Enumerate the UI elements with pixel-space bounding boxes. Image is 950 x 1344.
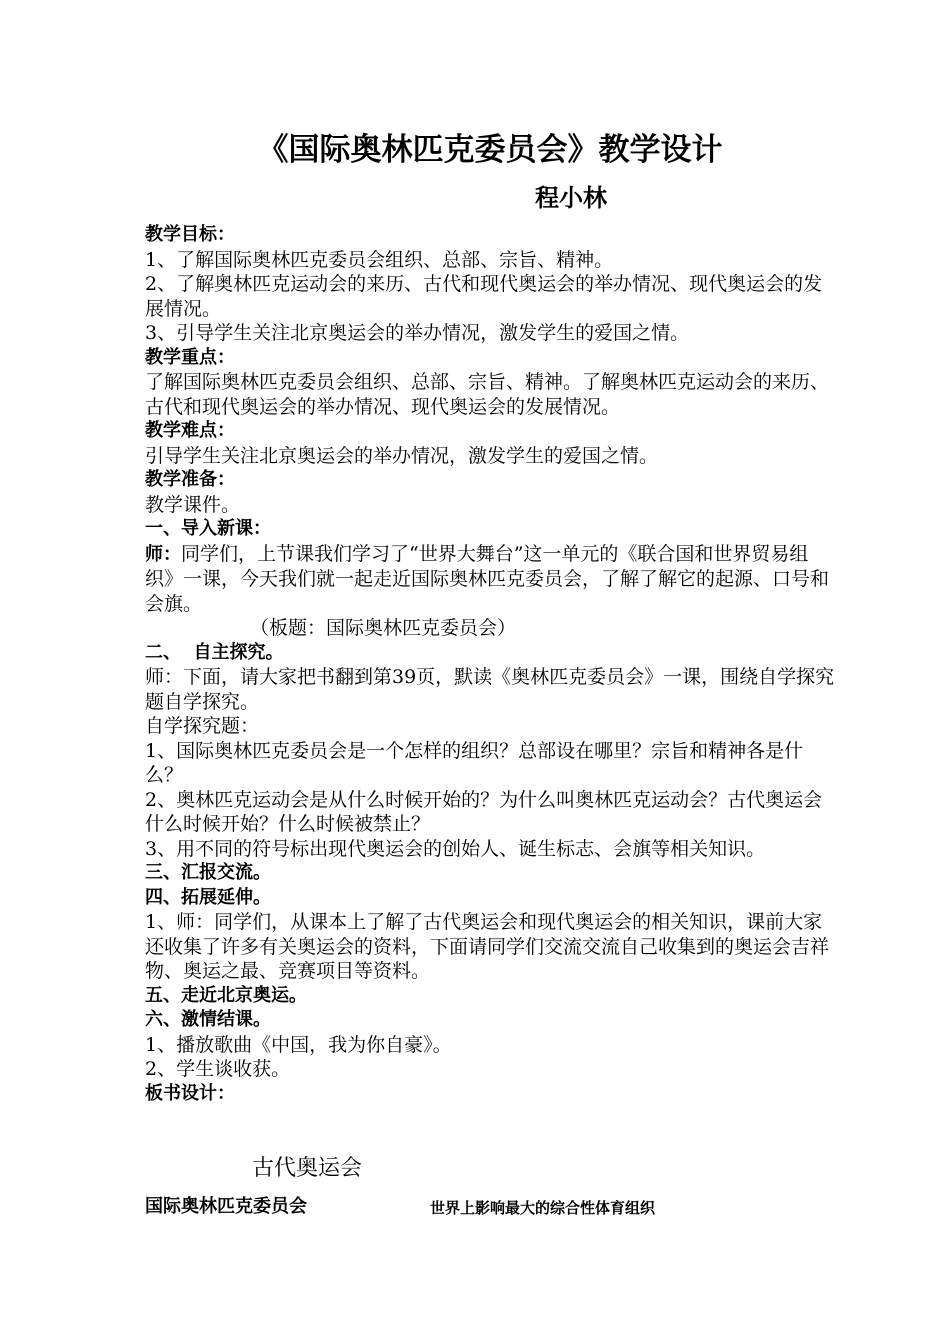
board-title-note: （板题：国际奥林匹克委员会） bbox=[250, 617, 517, 639]
section-3-heading: 三、汇报交流。 bbox=[145, 862, 271, 883]
section-2-heading: 二、 自主探究。 bbox=[145, 641, 284, 663]
section-6-heading: 六、激情结课。 bbox=[145, 1009, 271, 1030]
self-study-heading: 自学探究题： bbox=[145, 715, 260, 737]
author-name: 程小林 bbox=[535, 184, 607, 212]
board-ioc-description: 世界上影响最大的综合性体育组织 bbox=[430, 1199, 656, 1217]
question-1: 1、国际奥林匹克委员会是一个怎样的组织？总部设在哪里？宗旨和精神各是什么？ bbox=[145, 739, 804, 786]
goal-item-2: 2、了解奥林匹克运动会的来历、古代和现代奥运会的举办情况、现代奥运会的发展情况。 bbox=[145, 273, 823, 320]
document-title: 《国际奥林匹克委员会》教学设计 bbox=[257, 132, 723, 168]
question-3: 3、用不同的符号标出现代奥运会的创始人、诞生标志、会旗等相关知识。 bbox=[145, 837, 766, 860]
section-4-text: 1、师：同学们，从课本上了解了古代奥运会和现代奥运会的相关知识，课前大家还收集了许多有关奥运会的资料，下面请同学们交流交流自己收集到的奥运会吉祥物、奥运之最、竞赛项目等资料。 bbox=[145, 911, 830, 982]
key-points-text: 了解国际奥林匹克委员会组织、总部、宗旨、精神。了解奥林匹克运动会的来历、古代和现代奥运会的举办情况、现代奥运会的发展情况。 bbox=[145, 371, 830, 418]
difficulties-text: 引导学生关注北京奥运会的举办情况，激发学生的爱国之情。 bbox=[145, 444, 659, 467]
teacher-label: 师： bbox=[145, 543, 181, 565]
goals-heading: 教学目标： bbox=[145, 224, 235, 245]
section-6-item-1: 1、播放歌曲《中国，我为你自豪》。 bbox=[145, 1033, 452, 1056]
goal-item-1: 1、了解国际奥林匹克委员会组织、总部、宗旨、精神。 bbox=[145, 248, 614, 271]
section-6-item-2: 2、学生谈收获。 bbox=[145, 1058, 291, 1080]
section-1-text: 同学们，上节课我们学习了“世界大舞台”这一单元的《联合国和世界贸易组织》一课，今天我们就一起走近国际奥林匹克委员会，了解了解它的起源、口号和会旗。 bbox=[145, 542, 830, 615]
section-5-heading: 五、走近北京奥运。 bbox=[145, 984, 307, 1006]
section-1-heading: 一、导入新课： bbox=[145, 518, 271, 539]
document-body bbox=[145, 223, 835, 1106]
goal-item-3: 3、引导学生关注北京奥运会的举办情况，激发学生的爱国之情。 bbox=[145, 322, 690, 344]
key-points-heading: 教学重点： bbox=[145, 346, 235, 368]
board-ioc-name: 国际奥林匹克委员会 bbox=[145, 1196, 307, 1217]
preparation-heading: 教学准备： bbox=[145, 469, 235, 490]
difficulties-heading: 教学难点： bbox=[145, 420, 235, 441]
preparation-text: 教学课件。 bbox=[145, 493, 241, 516]
board-ancient-olympics: 古代奥运会 bbox=[252, 1156, 363, 1181]
section-1-paragraph bbox=[145, 542, 835, 617]
section-4-heading: 四、拓展延伸。 bbox=[145, 886, 271, 908]
question-2: 2、奥林匹克运动会是从什么时候开始的？为什么叫奥林匹克运动会？古代奥运会什么时候开始？什么时候被禁止？ bbox=[145, 788, 823, 835]
section-2-intro: 师：下面，请大家把书翻到第39页，默读《奥林匹克委员会》一课，围绕自学探究题自学探究。 bbox=[145, 666, 835, 713]
board-design-heading: 板书设计： bbox=[145, 1082, 235, 1104]
